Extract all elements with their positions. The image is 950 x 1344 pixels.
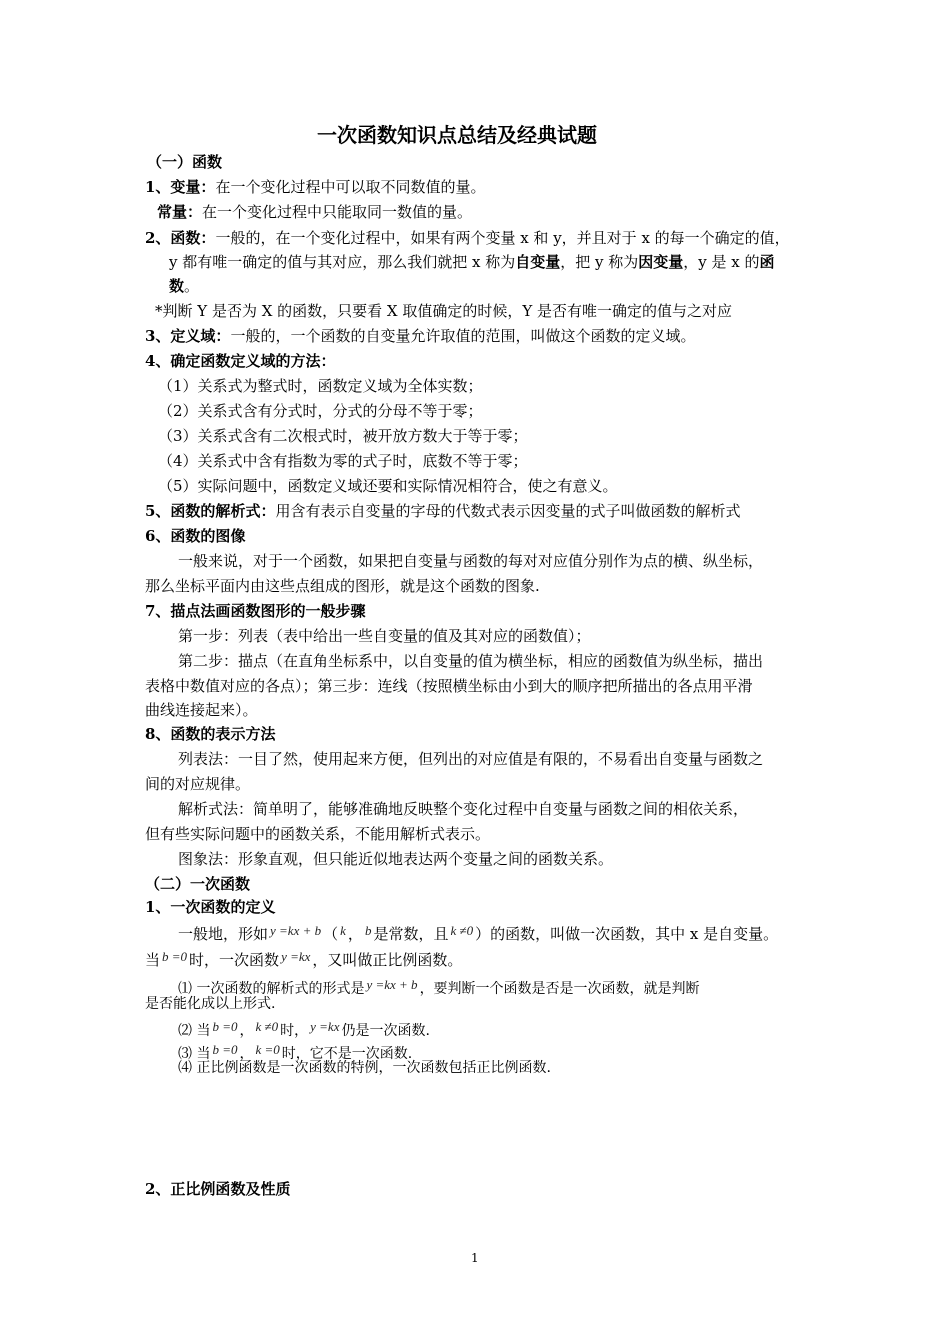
text-run: 当	[145, 951, 161, 969]
text-run: y 都有唯一确定的值与其对应，那么我们就把 x 称为	[169, 253, 516, 271]
text-run: 是常数，且	[373, 925, 449, 943]
term-label: 3、定义域：	[145, 327, 231, 345]
step-two-line2: 表格中数值对应的各点）；第三步：连线（按照横坐标由小到大的顺序把所描出的各点用平滑	[145, 677, 753, 695]
text-run: ，把 y 称为	[560, 253, 639, 271]
keyword-dependent-variable: 因变量	[638, 253, 684, 271]
keyword-function: 函	[759, 253, 775, 271]
formula: k ≠0	[255, 1019, 279, 1034]
formula: y =kx	[281, 949, 311, 964]
domain-method-item: （1）关系式为整式时，函数定义域为全体实数；	[158, 377, 483, 395]
text-run: ，	[347, 925, 363, 943]
term-text: 在一个变化过程中只能取同一数值的量。	[202, 203, 473, 221]
linear-definition-line1	[178, 921, 778, 944]
domain-definition	[145, 326, 695, 346]
expression-definition	[145, 501, 740, 521]
formula: y =kx + b	[366, 977, 418, 992]
page-title: 一次函数知识点总结及经典试题	[317, 123, 597, 147]
text-run: ，	[239, 1023, 254, 1039]
graph-paragraph-line1: 一般来说，对于一个函数，如果把自变量与函数的每对对应值分别作为点的横、纵坐标，	[178, 552, 764, 570]
text-run: ⑵ 当	[178, 1023, 211, 1039]
formula: y =kx + b	[270, 923, 322, 938]
function-definition-line3	[169, 276, 199, 296]
formula: y =kx	[310, 1019, 340, 1034]
term-label: 常量：	[157, 203, 203, 221]
term-text: 在一个变化过程中可以取不同数值的量。	[215, 178, 486, 196]
domain-method-heading: 4、确定函数定义域的方法：	[145, 352, 336, 370]
formula: k =0	[255, 1042, 280, 1057]
text-run: ⑴ 一次函数的解析式的形式是	[178, 981, 365, 997]
formula: k ≠0	[450, 923, 474, 938]
graph-heading: 6、函数的图像	[145, 527, 246, 545]
text-run: ，又叫做正比例函数。	[312, 951, 463, 969]
proportional-function-heading: 2、正比例函数及性质	[145, 1180, 291, 1198]
text-run: 时，它不是一次函数.	[281, 1046, 413, 1062]
keyword-independent-variable: 自变量	[515, 253, 561, 271]
text-run: 一般地，形如	[178, 925, 269, 943]
function-definition-line2	[169, 252, 775, 272]
section-heading-linear-function: （二）一次函数	[145, 875, 251, 893]
repr-table-line2: 间的对应规律。	[145, 775, 251, 793]
text-run: ，y 是 x 的	[683, 253, 760, 271]
step-one: 第一步：列表（表中给出一些自变量的值及其对应的函数值）；	[178, 627, 591, 645]
note-4: ⑷ 正比例函数是一次函数的特例，一次函数包括正比例函数.	[178, 1060, 551, 1076]
formula: b	[364, 923, 372, 938]
text-run: ⑶ 当	[178, 1046, 211, 1062]
term-text: 一般的，一个函数的自变量允许取值的范围，叫做这个函数的定义域。	[230, 327, 696, 345]
domain-method-item: （5）实际问题中，函数定义域还要和实际情况相符合，使之有意义。	[158, 477, 618, 495]
text-run: ）的函数，叫做一次函数，其中 x 是自变量。	[475, 925, 779, 943]
repr-graph-line: 图象法：形象直观，但只能近似地表达两个变量之间的函数关系。	[178, 850, 614, 868]
domain-method-item: （3）关系式含有二次根式时，被开放方数大于等于零；	[158, 427, 528, 445]
linear-definition-line2	[145, 947, 462, 970]
repr-formula-line2: 但有些实际问题中的函数关系，不能用解析式表示。	[145, 825, 491, 843]
formula: b =0	[212, 1042, 238, 1057]
constant-definition	[157, 202, 472, 222]
text-run: 。	[184, 277, 200, 295]
domain-method-item: （4）关系式中含有指数为零的式子时，底数不等于零；	[158, 452, 528, 470]
note-1-line2: 是否能化成以上形式.	[145, 996, 276, 1012]
note-2	[178, 1017, 430, 1041]
page-number: 1	[471, 1251, 479, 1265]
term-label: 5、函数的解析式：	[145, 502, 276, 520]
term-text: 用含有表示自变量的字母的代数式表示因变量的式子叫做函数的解析式	[275, 502, 741, 520]
steps-heading: 7、描点法画函数图形的一般步骤	[145, 602, 366, 620]
domain-method-item: （2）关系式含有分式时，分式的分母不等于零；	[158, 402, 483, 420]
judge-note: *判断 Y 是否为 X 的函数，只要看 X 取值确定的时候，Y 是否有唯一确定的值与之对应	[155, 302, 733, 320]
linear-definition-heading: 1、一次函数的定义	[145, 898, 276, 916]
keyword-function-end: 数	[169, 277, 185, 295]
term-text: 一般的，在一个变化过程中，如果有两个变量 x 和 y，并且对于 x 的每一个确定的值，	[215, 229, 790, 247]
text-run: 时，	[280, 1023, 309, 1039]
text-run: 仍是一次函数.	[341, 1023, 430, 1039]
repr-table-line1: 列表法：一目了然，使用起来方便，但列出的对应值是有限的，不易看出自变量与函数之	[178, 750, 764, 768]
text-run: ，	[239, 1046, 254, 1062]
repr-formula-line1: 解析式法：简单明了，能够准确地反映整个变化过程中自变量与函数之间的相依关系，	[178, 800, 749, 818]
step-two-line1: 第二步：描点（在直角坐标系中，以自变量的值为横坐标，相应的函数值为纵坐标，描出	[178, 652, 764, 670]
term-label: 2、函数：	[145, 229, 216, 247]
text-run: 时，一次函数	[189, 951, 280, 969]
graph-paragraph-line2: 那么坐标平面内由这些点组成的图形，就是这个函数的图象.	[145, 577, 540, 595]
representation-heading: 8、函数的表示方法	[145, 725, 276, 743]
text-run: ，要判断一个函数是否是一次函数，就是判断	[419, 981, 700, 997]
function-definition-line1	[145, 228, 790, 248]
formula: b =0	[162, 949, 188, 964]
variable-definition	[145, 177, 485, 197]
step-two-line3: 曲线连接起来）。	[145, 701, 258, 719]
formula: b =0	[212, 1019, 238, 1034]
formula: k	[340, 923, 346, 938]
section-heading-function: （一）函数	[147, 153, 223, 171]
text-run: （	[323, 925, 339, 943]
term-label: 1、变量：	[145, 178, 216, 196]
